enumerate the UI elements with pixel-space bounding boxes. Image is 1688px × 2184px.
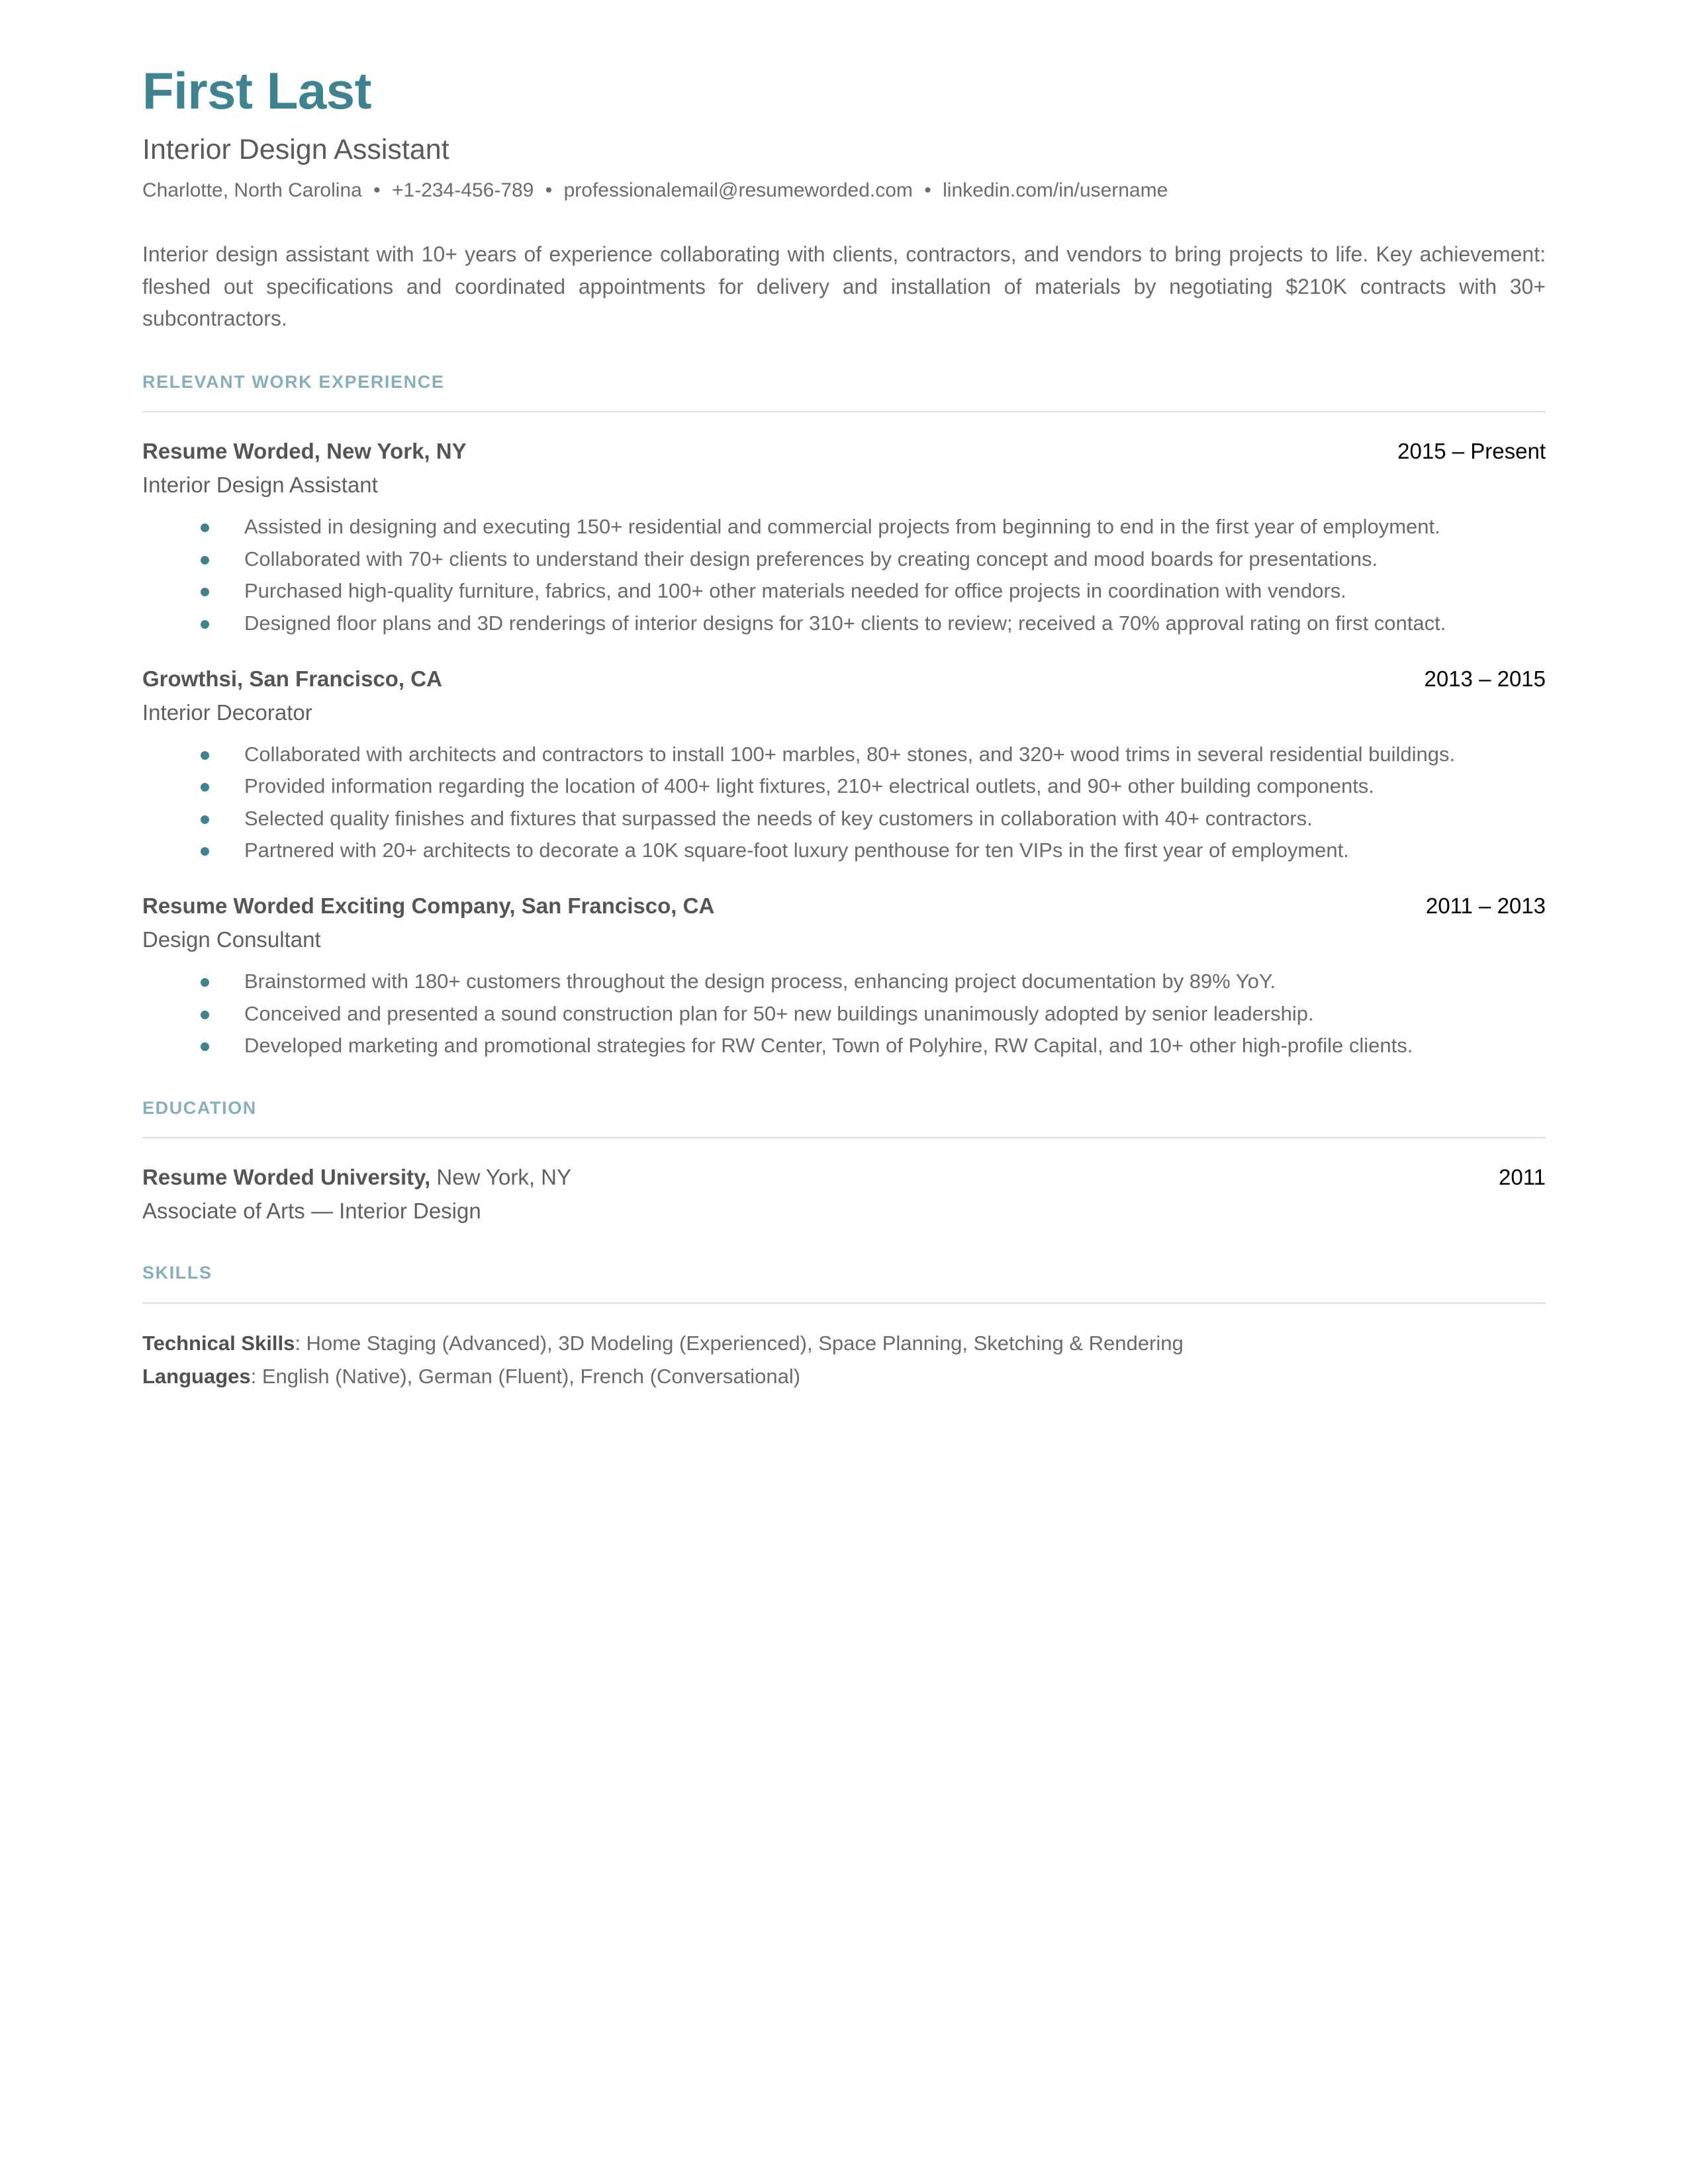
section-divider	[142, 1137, 1546, 1138]
skills-row-value: : English (Native), German (Fluent), French (Conversational)	[250, 1364, 801, 1388]
experience-dates: 2011 – 2013	[1425, 893, 1546, 918]
experience-organization: Growthsi, San Francisco, CA	[142, 666, 442, 691]
experience-entry-header	[142, 665, 1546, 692]
section-heading-experience: RELEVANT WORK EXPERIENCE	[142, 371, 445, 392]
contact-line	[142, 178, 1546, 203]
bullet-dot-icon	[201, 815, 209, 824]
bullet-text: Provided information regarding the location of 400+ light fixtures, 210+ electrical outlets, and 90+ other building components.	[244, 774, 1374, 798]
bullet-dot-icon	[201, 847, 209, 856]
professional-summary: Interior design assistant with 10+ years of experience collaborating with clients, contractors, and vendors to bring projects to life. Key achievement: fleshed out specifications and coordinated appointments for delivery and installation of materials by negotiating $210K contracts with 30+ subcontractors.	[142, 242, 1546, 331]
bullet-dot-icon	[201, 783, 209, 792]
section-divider	[142, 411, 1546, 412]
education-school-location: New York, NY	[430, 1165, 572, 1190]
bullet-text: Partnered with 20+ architects to decorate a 10K square-foot luxury penthouse for ten VIPs in the first year of employment.	[244, 839, 1349, 862]
contact-location: Charlotte, North Carolina	[142, 179, 362, 202]
experience-organization: Resume Worded Exciting Company, San Francisco, CA	[142, 893, 715, 918]
bullet-dot-icon	[201, 620, 209, 629]
bullet-dot-icon	[201, 556, 209, 565]
bullet-dot-icon	[201, 523, 209, 532]
bullet-text: Conceived and presented a sound construction plan for 50+ new buildings unanimously adopted by senior leadership.	[244, 1001, 1314, 1025]
section-skills	[142, 1262, 1546, 1390]
contact-separator-icon: •	[373, 179, 381, 202]
education-entry	[142, 1163, 1546, 1226]
list-item	[142, 608, 1546, 639]
experience-entry-header	[142, 892, 1546, 919]
experience-entry-header	[142, 437, 1546, 465]
experience-bullet-list	[142, 512, 1546, 638]
bullet-text: Brainstormed with 180+ customers throughout the design process, enhancing project documentation by 89% YoY.	[244, 970, 1276, 993]
experience-job-title: Interior Decorator	[142, 700, 312, 725]
bullet-dot-icon	[201, 1042, 209, 1051]
contact-phone: +1-234-456-789	[392, 179, 534, 202]
bullet-text: Collaborated with architects and contractors to install 100+ marbles, 80+ stones, and 320+ wood trims in several residential buildings.	[244, 742, 1456, 766]
experience-entry	[142, 437, 1546, 638]
experience-entry	[142, 665, 1546, 866]
list-item	[142, 1030, 1546, 1061]
candidate-role-title: Interior Design Assistant	[142, 133, 449, 165]
skills-row-label: Languages	[142, 1364, 251, 1388]
experience-dates: 2013 – 2015	[1424, 666, 1546, 691]
list-item	[142, 835, 1546, 866]
education-entry-header	[142, 1163, 1546, 1191]
list-item	[142, 512, 1546, 542]
list-item	[142, 544, 1546, 574]
contact-email[interactable]: professionalemail@resumeworded.com	[563, 179, 913, 202]
section-education	[142, 1097, 1546, 1226]
bullet-text: Designed floor plans and 3D renderings of interior designs for 310+ clients to review; received a 70% approval rating on first contact.	[244, 612, 1446, 635]
bullet-dot-icon	[201, 978, 209, 987]
section-experience	[142, 371, 1546, 1061]
bullet-text: Developed marketing and promotional strategies for RW Center, Town of Polyhire, RW Capital, and 10+ other high-profile clients.	[244, 1034, 1413, 1058]
bullet-text: Selected quality finishes and fixtures that surpassed the needs of key customers in collaboration with 40+ contractors.	[244, 806, 1313, 830]
skills-list	[142, 1329, 1546, 1391]
list-item	[142, 966, 1546, 997]
education-school-name: Resume Worded University,	[142, 1165, 431, 1190]
contact-separator-icon: •	[545, 179, 553, 202]
bullet-text: Assisted in designing and executing 150+ residential and commercial projects from beginning to end in the first year of employment.	[244, 515, 1440, 539]
list-item	[142, 771, 1546, 801]
section-heading-education: EDUCATION	[142, 1097, 257, 1118]
experience-bullet-list	[142, 739, 1546, 866]
candidate-name: First Last	[142, 62, 372, 120]
experience-bullet-list	[142, 966, 1546, 1061]
bullet-dot-icon	[201, 588, 209, 596]
skills-row-languages	[142, 1362, 1546, 1391]
skills-row-label: Technical Skills	[142, 1331, 295, 1355]
experience-organization: Resume Worded, New York, NY	[142, 439, 467, 464]
skills-row-technical	[142, 1329, 1546, 1358]
resume-header	[142, 64, 1546, 203]
contact-linkedin[interactable]: linkedin.com/in/username	[943, 179, 1168, 202]
bullet-text: Purchased high-quality furniture, fabrics, and 100+ other materials needed for office projects in coordination with vendors.	[244, 579, 1346, 603]
bullet-dot-icon	[201, 751, 209, 760]
list-item	[142, 739, 1546, 770]
bullet-dot-icon	[201, 1011, 209, 1019]
skills-row-value: : Home Staging (Advanced), 3D Modeling (Experienced), Space Planning, Sketching & Rendering	[295, 1331, 1184, 1355]
list-item	[142, 576, 1546, 606]
experience-dates: 2015 – Present	[1397, 439, 1546, 464]
contact-separator-icon: •	[924, 179, 931, 202]
education-school	[142, 1163, 571, 1191]
experience-entry	[142, 892, 1546, 1061]
list-item	[142, 999, 1546, 1029]
section-divider	[142, 1302, 1546, 1304]
list-item	[142, 803, 1546, 834]
section-heading-skills: SKILLS	[142, 1263, 212, 1283]
bullet-text: Collaborated with 70+ clients to understand their design preferences by creating concept and mood boards for presentations.	[244, 547, 1378, 570]
experience-job-title: Interior Design Assistant	[142, 473, 378, 498]
education-degree: Associate of Arts — Interior Design	[142, 1199, 481, 1224]
education-dates: 2011	[1499, 1165, 1546, 1190]
experience-job-title: Design Consultant	[142, 927, 321, 952]
